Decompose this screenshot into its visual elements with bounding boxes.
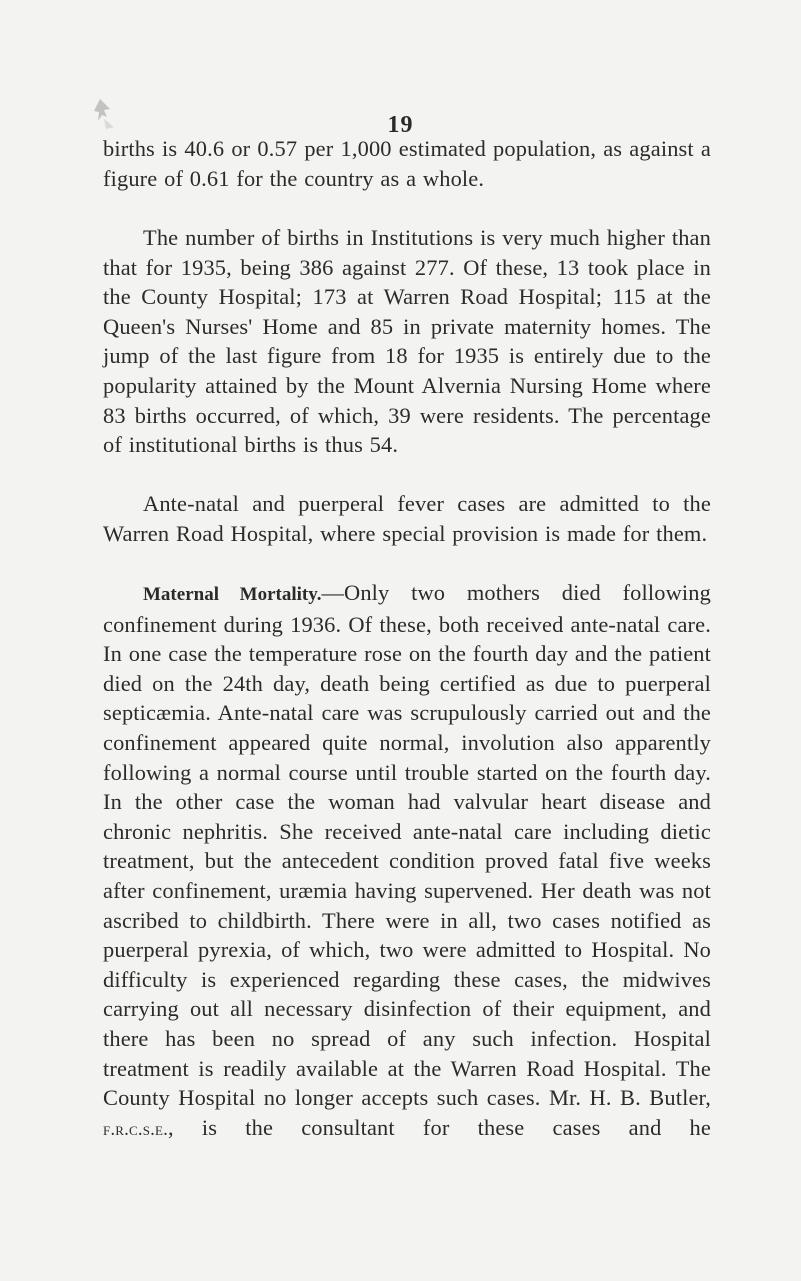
- paragraph-text: Ante-natal and puerperal fever cases are admitted to the Warren Road Hospital, where special provision is made for them.: [103, 491, 711, 546]
- paragraph-text: births is 40.6 or 0.57 per 1,000 estimated population, as against a figure of 0.61 for the country as a whole.: [103, 136, 711, 191]
- paragraph-tail: , is the consultant for these cases and he: [168, 1114, 711, 1140]
- paragraph-text: The number of births in Institutions is very much higher than that for 1935, being 386 against 277. Of these, 13 took place in the County Hospital; 173 at Warren Road Hospital; 115 at the Queen's Nurses' Home and 85 in private maternity homes. The jump of the last figure from 18 for 1935 is entirely due to the popularity attained by the Mount Alvernia Nursing Home where 83 births occurred, of which, 39 were residents. The percentage of institutional births is thus 54.: [103, 225, 711, 458]
- paragraph-body: —Only two mothers died following confinement during 1936. Of these, both received ante-natal care. In one case the temperature rose on the fourth day and the patient died on the 24th day, death being certified as due to puerperal septicæmia. Ante-natal care was scrupulously carried out and the confinement appeared quite normal, involution also apparently following a normal course until trouble started on the fourth day. In the other case the woman had valvular heart disease and chronic nephritis. She received ante-natal care including dietic treatment, but the antecedent condition proved fatal five weeks after confinement, uræmia having supervened. Her death was not ascribed to childbirth. There were in all, two cases notified as puerperal pyrexia, of which, two were admitted to Hospital. No difficulty is experienced regarding these cases, the midwives carrying out all necessary disinfection of their equipment, and there has been no spread of any such infection. Hospital treatment is readily available at the Warren Road Hospital. The County Hospital no longer accepts such cases. Mr. H. B. Butler,: [103, 580, 711, 1111]
- paragraph-text: [103, 578, 711, 1144]
- paragraph-ante-natal: [103, 489, 711, 548]
- paragraph-institution-births: [103, 223, 711, 460]
- page-number: 19: [387, 112, 414, 138]
- degree-abbreviation: f.r.c.s.e.: [103, 1118, 168, 1140]
- paragraph-continuation: [103, 134, 711, 193]
- paragraph-maternal-mortality: [103, 578, 711, 1144]
- section-heading: Maternal Mortality.: [143, 584, 322, 605]
